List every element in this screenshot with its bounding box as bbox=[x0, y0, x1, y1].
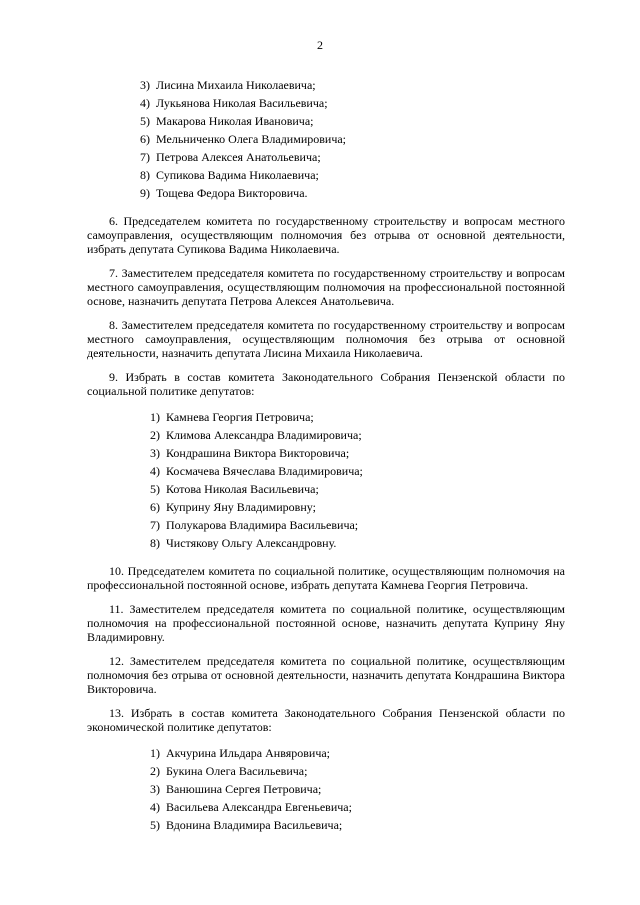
list-item bbox=[144, 444, 565, 462]
list-item-text: Петрова Алексея Анатольевича; bbox=[156, 150, 321, 164]
list-item-number: 8) bbox=[150, 536, 160, 550]
list-item bbox=[144, 462, 565, 480]
list-item-number: 6) bbox=[150, 500, 160, 514]
list-item bbox=[144, 426, 565, 444]
list-item-text: Макарова Николая Ивановича; bbox=[156, 114, 314, 128]
list-item bbox=[144, 498, 565, 516]
paragraph-10: 10. Председателем комитета по социальной политике, осуществляющим полномочия на профессиональной постоянной основе, избрать депутата Камнева Георгия Петровича. bbox=[87, 564, 565, 592]
paragraph-12: 12. Заместителем председателя комитета по социальной политике, осуществляющим полномочия без отрыва от основной деятельности, назначить депутата Кондрашина Виктора Викторовича. bbox=[87, 654, 565, 696]
list-item-number: 8) bbox=[140, 168, 150, 182]
list-item-number: 7) bbox=[150, 518, 160, 532]
list-item-text: Васильева Александра Евгеньевича; bbox=[166, 800, 352, 814]
list-item-text: Букина Олега Васильевича; bbox=[166, 764, 308, 778]
list-item-number: 5) bbox=[150, 818, 160, 832]
document-body bbox=[87, 76, 565, 846]
member-list-social-policy bbox=[87, 408, 565, 552]
paragraph-6: 6. Председателем комитета по государственному строительству и вопросам местного самоуправления, осуществляющим полномочия без отрыва от основной деятельности, избрать депутата Супикова Вадима Николаевича. bbox=[87, 214, 565, 256]
paragraph-7: 7. Заместителем председателя комитета по государственному строительству и вопросам местного самоуправления, осуществляющим полномочия на профессиональной постоянной основе, назначить депутата Петрова Алексея Анатольевича. bbox=[87, 266, 565, 308]
list-item-number: 3) bbox=[150, 782, 160, 796]
list-item bbox=[134, 184, 565, 202]
list-item-text: Космачева Вячеслава Владимировича; bbox=[166, 464, 363, 478]
list-item bbox=[134, 148, 565, 166]
member-list-state-building bbox=[87, 76, 565, 202]
list-item-number: 1) bbox=[150, 746, 160, 760]
list-item-number: 3) bbox=[150, 446, 160, 460]
paragraph-8: 8. Заместителем председателя комитета по государственному строительству и вопросам местного самоуправления, осуществляющим полномочия без отрыва от основной деятельности, назначить депутата Лисина Михаила Николаевича. bbox=[87, 318, 565, 360]
list-item bbox=[134, 76, 565, 94]
list-item-number: 5) bbox=[150, 482, 160, 496]
list-item-number: 1) bbox=[150, 410, 160, 424]
list-item-number: 2) bbox=[150, 764, 160, 778]
list-item-text: Супикова Вадима Николаевича; bbox=[156, 168, 319, 182]
paragraph-9: 9. Избрать в состав комитета Законодательного Собрания Пензенской области по социальной политике депутатов: bbox=[87, 370, 565, 398]
list-item-number: 2) bbox=[150, 428, 160, 442]
list-item-number: 7) bbox=[140, 150, 150, 164]
list-item-text: Куприну Яну Владимировну; bbox=[166, 500, 316, 514]
list-item-text: Котова Николая Васильевича; bbox=[166, 482, 319, 496]
list-item-text: Лисина Михаила Николаевича; bbox=[156, 78, 316, 92]
paragraph-11: 11. Заместителем председателя комитета по социальной политике, осуществляющим полномочия на профессиональной постоянной основе, назначить депутата Куприну Яну Владимировну. bbox=[87, 602, 565, 644]
list-item bbox=[134, 112, 565, 130]
list-item bbox=[144, 744, 565, 762]
member-list-economic-policy bbox=[87, 744, 565, 834]
list-item-text: Лукьянова Николая Васильевича; bbox=[156, 96, 328, 110]
list-item-number: 6) bbox=[140, 132, 150, 146]
list-item bbox=[134, 94, 565, 112]
list-item-number: 4) bbox=[140, 96, 150, 110]
list-item-number: 5) bbox=[140, 114, 150, 128]
list-item-text: Мельниченко Олега Владимировича; bbox=[156, 132, 347, 146]
list-item-text: Ванюшина Сергея Петровича; bbox=[166, 782, 322, 796]
list-item bbox=[144, 516, 565, 534]
list-item bbox=[144, 480, 565, 498]
list-item-text: Вдонина Владимира Васильевича; bbox=[166, 818, 343, 832]
list-item bbox=[134, 166, 565, 184]
list-item bbox=[144, 408, 565, 426]
list-item-text: Чистякову Ольгу Александровну. bbox=[166, 536, 337, 550]
list-item-number: 4) bbox=[150, 800, 160, 814]
list-item-text: Акчурина Ильдара Анвяровича; bbox=[166, 746, 331, 760]
page-number: 2 bbox=[317, 38, 323, 52]
list-item-number: 4) bbox=[150, 464, 160, 478]
list-item-number: 3) bbox=[140, 78, 150, 92]
list-item-text: Кондрашина Виктора Викторовича; bbox=[166, 446, 350, 460]
list-item bbox=[134, 130, 565, 148]
list-item-text: Камнева Георгия Петровича; bbox=[166, 410, 314, 424]
list-item-text: Тощева Федора Викторовича. bbox=[156, 186, 308, 200]
list-item bbox=[144, 798, 565, 816]
list-item-number: 9) bbox=[140, 186, 150, 200]
list-item bbox=[144, 816, 565, 834]
list-item bbox=[144, 534, 565, 552]
list-item bbox=[144, 780, 565, 798]
paragraph-13: 13. Избрать в состав комитета Законодательного Собрания Пензенской области по экономической политике депутатов: bbox=[87, 706, 565, 734]
list-item-text: Климова Александра Владимировича; bbox=[166, 428, 362, 442]
list-item bbox=[144, 762, 565, 780]
list-item-text: Полукарова Владимира Васильевича; bbox=[166, 518, 359, 532]
